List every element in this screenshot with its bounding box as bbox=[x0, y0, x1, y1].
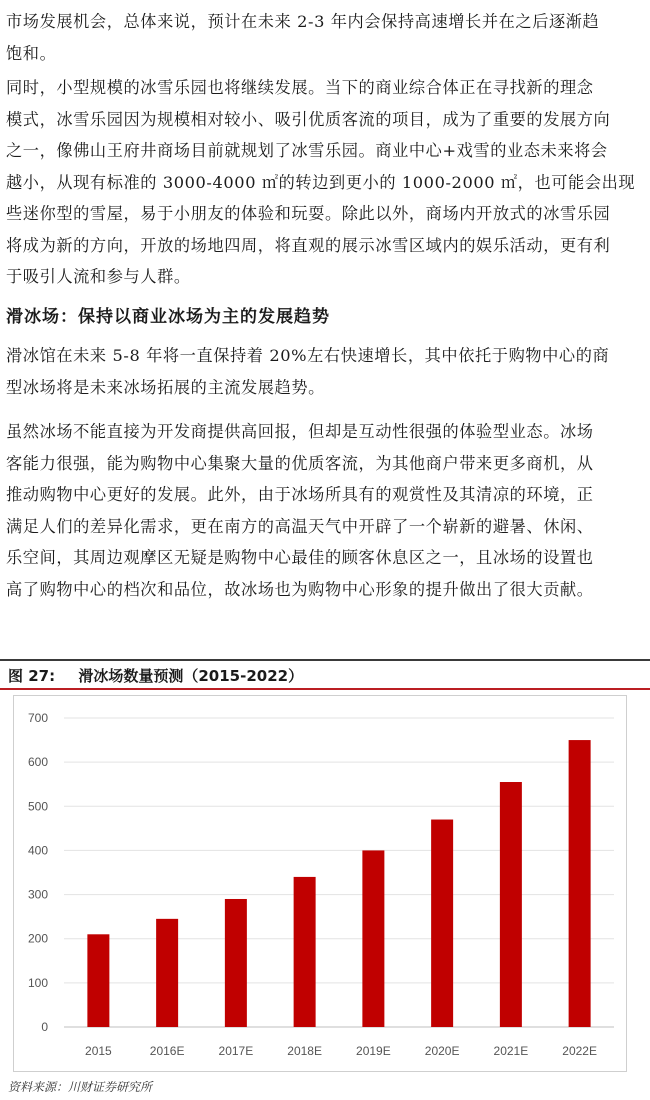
bar-2019E bbox=[362, 850, 384, 1027]
x-tick-label: 2020E bbox=[424, 1044, 460, 1058]
figure-caption bbox=[8, 665, 303, 686]
text-line: 于吸引人流和参与人群。 bbox=[6, 267, 191, 286]
figure-source: 资料来源：川财证券研究所 bbox=[8, 1080, 153, 1094]
figure-label: 图 27: bbox=[8, 667, 56, 685]
section-heading: 滑冰场：保持以商业冰场为主的发展趋势 bbox=[6, 307, 330, 327]
bar-2017E bbox=[225, 899, 247, 1027]
text-line: 同时，小型规模的冰雪乐园也将继续发展。当下的商业综合体正在寻找新的理念 bbox=[6, 78, 594, 97]
y-tick-label: 100 bbox=[27, 975, 48, 990]
text-line: 高了购物中心的档次和品位，故冰场也为购物中心形象的提升做出了很大贡献。 bbox=[6, 579, 594, 599]
y-tick-label: 500 bbox=[27, 799, 48, 814]
text-line: 乐空间，其周边观摩区无疑是购物中心最佳的顾客休息区之一，且冰场的设置也 bbox=[6, 548, 594, 567]
paragraph-market-outlook bbox=[6, 6, 650, 69]
x-tick-label: 2015 bbox=[85, 1044, 112, 1058]
y-tick-label: 400 bbox=[27, 843, 48, 858]
figure-title: 滑冰场数量预测（2015-2022） bbox=[78, 667, 304, 685]
text-line: 将成为新的方向，开放的场地四周，将直观的展示冰雪区域内的娱乐活动，更有利 bbox=[6, 235, 611, 255]
bar-2022E bbox=[569, 740, 591, 1027]
text-line: 型冰场将是未来冰场拓展的主流发展趋势。 bbox=[6, 377, 325, 397]
text-line: 滑冰馆在未来 5-8 年将一直保持着 20%左右快速增长，其中依托于购物中心的商 bbox=[6, 346, 610, 365]
paragraph-rink-benefits bbox=[6, 416, 650, 605]
bar-2018E bbox=[294, 877, 316, 1027]
text-line: 之一，像佛山王府井商场目前就规划了冰雪乐园。商业中心+戏雪的业态未来将会 bbox=[6, 141, 608, 160]
text-line: 推动购物中心更好的发展。此外，由于冰场所具有的观赏性及其清凉的环境，正 bbox=[6, 485, 594, 504]
x-tick-label: 2018E bbox=[287, 1044, 322, 1058]
text-line: 市场发展机会，总体来说，预计在未来 2-3 年内会保持高速增长并在之后逐渐趋 bbox=[6, 12, 600, 31]
x-tick-label: 2017E bbox=[218, 1044, 254, 1058]
bar-chart-frame bbox=[13, 695, 627, 1072]
y-tick-label: 700 bbox=[27, 711, 48, 725]
paragraph-ice-snow-park bbox=[6, 72, 650, 293]
paragraph-rink-growth bbox=[6, 340, 650, 403]
x-tick-label: 2022E bbox=[562, 1044, 597, 1058]
text-line: 饱和。 bbox=[6, 43, 57, 63]
figure-title-rule bbox=[0, 688, 650, 690]
y-tick-label: 200 bbox=[27, 931, 48, 946]
bar-2020E bbox=[431, 820, 453, 1027]
text-line: 虽然冰场不能直接为开发商提供高回报，但却是互动性很强的体验型业态。冰场 bbox=[6, 422, 594, 441]
bar-chart bbox=[14, 696, 626, 1071]
text-line: 客能力很强，能为购物中心集聚大量的优质客流，为其他商户带来更多商机，从 bbox=[6, 453, 594, 473]
bar-2015 bbox=[87, 934, 109, 1027]
text-line: 模式，冰雪乐园因为规模相对较小、吸引优质客流的项目，成为了重要的发展方向 bbox=[6, 109, 611, 129]
y-tick-label: 600 bbox=[27, 755, 48, 770]
text-line: 满足人们的差异化需求，更在南方的高温天气中开辟了一个崭新的避暑、休闲、 bbox=[6, 516, 594, 536]
x-tick-label: 2021E bbox=[493, 1044, 529, 1058]
figure-top-rule bbox=[0, 659, 650, 661]
text-line: 越小，从现有标准的 3000-4000 ㎡的转边到更小的 1000-2000 ㎡，也可能会出现 bbox=[6, 172, 636, 192]
x-tick-label: 2019E bbox=[356, 1044, 391, 1058]
bar-2016E bbox=[156, 919, 178, 1027]
text-line: 些迷你型的雪屋，易于小朋友的体验和玩耍。除此以外，商场内开放式的冰雪乐园 bbox=[6, 204, 611, 223]
y-tick-label: 0 bbox=[41, 1020, 48, 1034]
x-tick-label: 2016E bbox=[149, 1044, 185, 1058]
bar-2021E bbox=[500, 782, 522, 1027]
y-tick-label: 300 bbox=[27, 887, 48, 902]
